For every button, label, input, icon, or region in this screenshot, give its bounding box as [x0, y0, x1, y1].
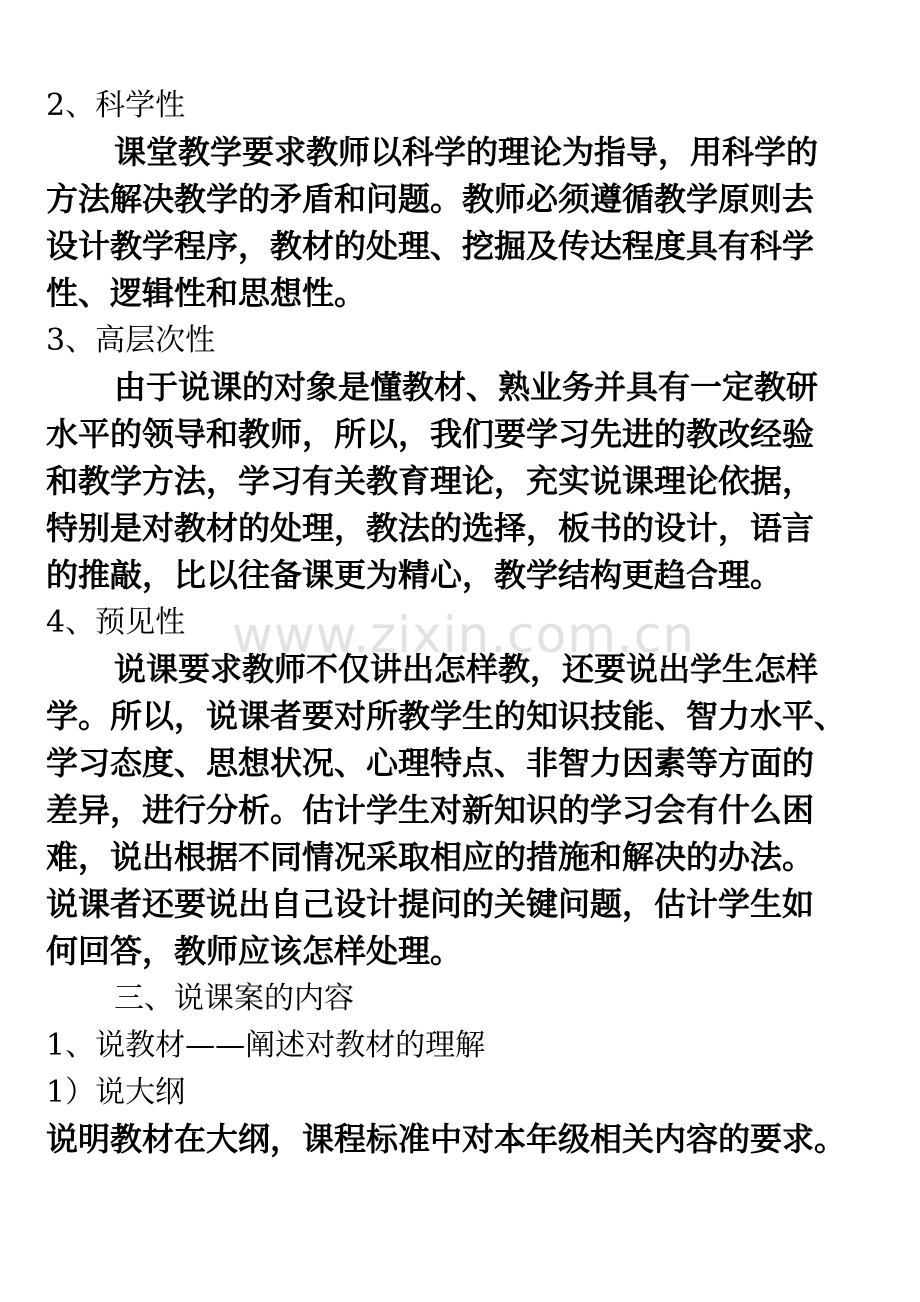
paragraph-line: 的推敲，比以往备课更为精心，教学结构更趋合理。 [46, 556, 783, 594]
section-heading: 1、说教材——阐述对教材的理解 [46, 1028, 486, 1063]
paragraph-line: 说课要求教师不仅讲出怎样教，还要说出学生怎样 [114, 650, 819, 688]
section-heading: 4、预见性 [46, 605, 186, 640]
paragraph-line: 差异，进行分析。估计学生对新知识的学习会有什么困 [46, 791, 815, 829]
section-heading: 3、高层次性 [46, 323, 216, 358]
document-body [46, 82, 876, 1163]
section-heading: 2、科学性 [46, 88, 186, 123]
paragraph-line: 特别是对教材的处理，教法的选择，板书的设计，语言 [46, 509, 815, 547]
section-heading: 三、说课案的内容 [114, 981, 354, 1016]
paragraph-line: 由于说课的对象是懂教材、熟业务并具有一定教研 [114, 368, 819, 406]
paragraph-line: 性、逻辑性和思想性。 [46, 274, 367, 312]
paragraph-line: 课堂教学要求教师以科学的理论为指导，用科学的 [114, 133, 819, 171]
watermark-text: www.zixin.com.cn [232, 606, 696, 664]
paragraph-line: 说课者还要说出自己设计提问的关键问题，估计学生如 [46, 885, 815, 923]
paragraph-line: 难，说出根据不同情况采取相应的措施和解决的办法。 [46, 838, 815, 876]
paragraph-line: 设计教学程序，教材的处理、挖掘及传达程度具有科学 [46, 227, 815, 265]
paragraph-line: 何回答，教师应该怎样处理。 [46, 932, 463, 970]
paragraph-line: 学习态度、思想状况、心理特点、非智力因素等方面的 [46, 744, 815, 782]
paragraph-line: 水平的领导和教师，所以，我们要学习先进的教改经验 [46, 415, 815, 453]
section-heading: 1）说大纲 [46, 1075, 186, 1110]
paragraph-line: 方法解决教学的矛盾和问题。教师必须遵循教学原则去 [46, 180, 815, 218]
paragraph-line: 学。所以，说课者要对所教学生的知识技能、智力水平、 [46, 697, 847, 735]
paragraph-line: 和教学方法，学习有关教育理论，充实说课理论依据， [46, 462, 815, 500]
paragraph-line: 说明教材在大纲，课程标准中对本年级相关内容的要求。 [46, 1120, 847, 1158]
